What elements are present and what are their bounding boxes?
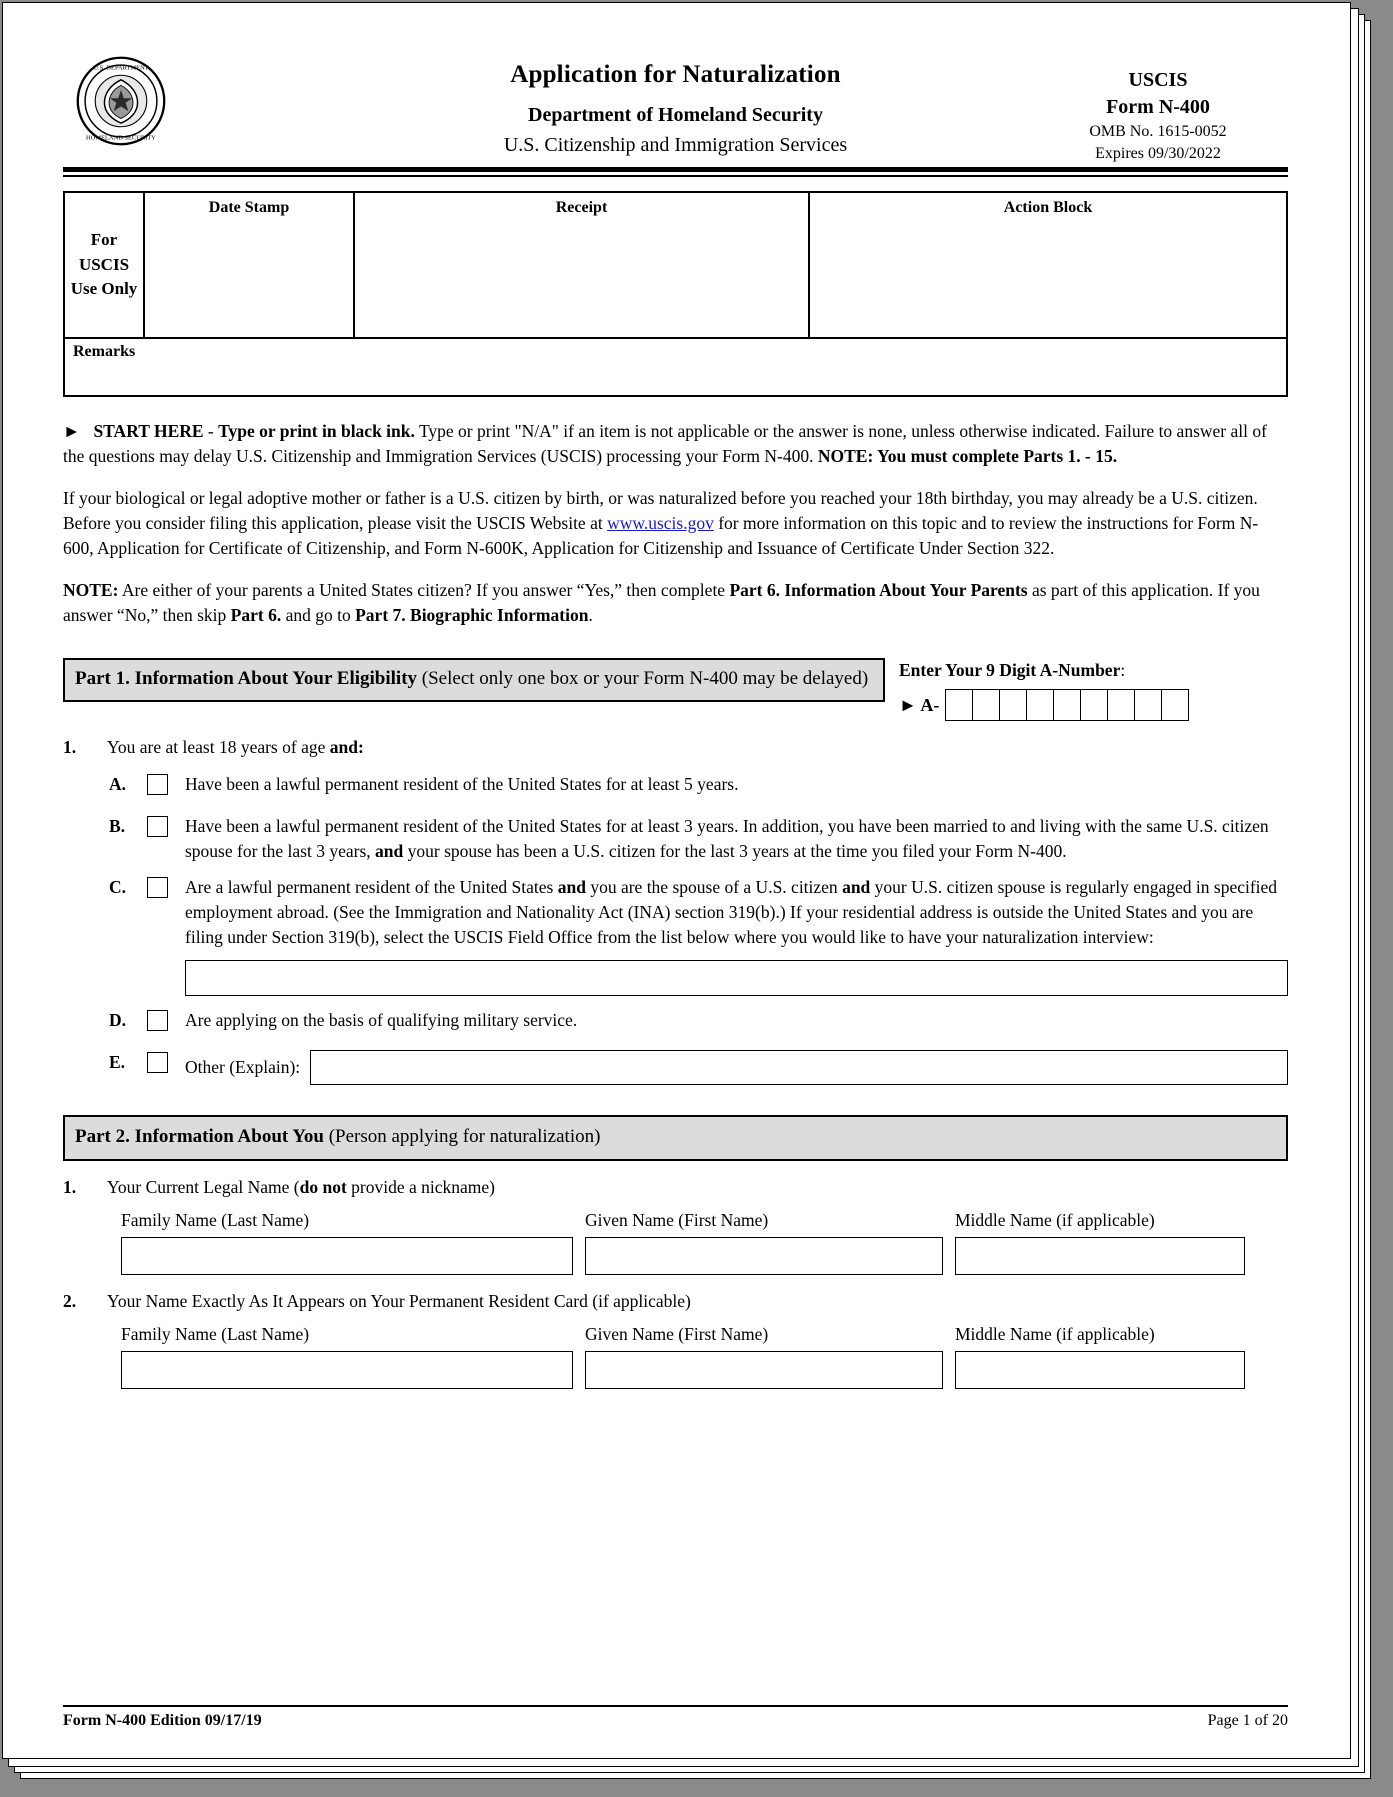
header-divider bbox=[63, 167, 1288, 177]
citizenship-info-text-a: If your biological or legal adoptive mother or father is a U.S. citizen by birth, or was naturalized before you reached your 18th birthday, you may already be a U.S. citizen. Before you consider filing this application, please visit the USCIS Website at bbox=[63, 488, 1258, 534]
part1-option-e bbox=[63, 1050, 1288, 1085]
a-number-colon: : bbox=[1120, 660, 1126, 681]
part1-option-e-row bbox=[185, 1050, 1288, 1085]
part1-option-b-text bbox=[185, 814, 1288, 864]
part1-option-a-text: Have been a lawful permanent resident of the United States for at least 5 years. bbox=[185, 773, 739, 794]
part1-option-c-text-3: your U.S. citizen spouse is regularly engaged in specified employment abroad. (See the Immigration and Nationality Act (INA) section 319(b).) If your residential address is outside the United States and you are filing under Section 319(b), select the USCIS Field Office from the list below where you would like to have your naturalization interview: bbox=[185, 877, 1278, 948]
footer-divider bbox=[63, 1705, 1288, 1707]
current-middle-name-input[interactable] bbox=[955, 1237, 1245, 1275]
dhs-seal-icon bbox=[75, 55, 167, 147]
prc-family-name-field bbox=[121, 1324, 573, 1389]
action-block-header: Action Block bbox=[1003, 199, 1093, 216]
prc-middle-name-label: Middle Name (if applicable) bbox=[955, 1323, 1155, 1344]
a-number-digit-7[interactable] bbox=[1108, 690, 1135, 720]
uscis-use-only-table bbox=[63, 191, 1288, 339]
part1-option-e-text: Other (Explain): bbox=[185, 1056, 301, 1077]
form-edition: Form N-400 Edition 09/17/19 bbox=[63, 1712, 262, 1729]
a-number-digit-5[interactable] bbox=[1054, 690, 1081, 720]
a-number-label-line bbox=[899, 660, 1288, 681]
part1-option-b bbox=[63, 814, 1288, 864]
part2-q1-bold: do not bbox=[299, 1176, 347, 1197]
parents-note-paragraph bbox=[63, 578, 1288, 628]
prc-given-name-field bbox=[585, 1324, 943, 1389]
a-number-label: Enter Your 9 Digit A-Number bbox=[899, 660, 1121, 681]
part1-heading bbox=[63, 658, 885, 702]
part1-option-d-letter: D. bbox=[109, 1010, 127, 1031]
part1-option-d-checkbox-wrap[interactable] bbox=[147, 1008, 185, 1038]
part1-option-d-text: Are applying on the basis of qualifying military service. bbox=[185, 1010, 578, 1031]
svg-text:HOMELAND SECURITY: HOMELAND SECURITY bbox=[86, 134, 156, 142]
form-page bbox=[2, 2, 1351, 1759]
prc-given-name-input[interactable] bbox=[585, 1351, 943, 1389]
current-family-name-field bbox=[121, 1210, 573, 1275]
part1-q1-number: 1. bbox=[63, 737, 77, 758]
parents-note-b: as part of this application. If you answer “No,” then skip bbox=[63, 580, 1260, 626]
current-given-name-input[interactable] bbox=[585, 1237, 943, 1275]
agency-name: U.S. Citizenship and Immigration Services bbox=[503, 134, 848, 156]
uscis-website-link[interactable]: www.uscis.gov bbox=[607, 513, 714, 534]
part1-q1-text-bold: and: bbox=[329, 737, 364, 758]
a-number-digit-2[interactable] bbox=[973, 690, 1000, 720]
start-here-body: Type or print "N/A" if an item is not applicable or the answer is none, unless otherwise indicated. Failure to answer all of the questions may delay U.S. Citizenship and Immigration Services (USCIS) processing your Form N-400. bbox=[63, 421, 1267, 467]
current-given-name-field bbox=[585, 1210, 943, 1275]
part2-q1-text-b: provide a nickname) bbox=[346, 1176, 495, 1197]
part1-option-e-letter: E. bbox=[109, 1051, 126, 1072]
receipt-cell[interactable] bbox=[355, 193, 810, 337]
part1-option-b-checkbox-wrap[interactable] bbox=[147, 814, 185, 864]
note-label-1: NOTE: bbox=[817, 446, 874, 467]
current-middle-name-field bbox=[955, 1210, 1245, 1275]
a-number-digit-4[interactable] bbox=[1027, 690, 1054, 720]
part7-reference: Part 7. Biographic Information bbox=[355, 605, 589, 626]
part2-heading-bold: Part 2. Information About You bbox=[75, 1125, 324, 1147]
part2-heading bbox=[63, 1115, 1288, 1161]
part2-question-1 bbox=[63, 1175, 1288, 1200]
citizenship-info-text-b: for more information on this topic and to review the instructions for Form N-600, Application for Certificate of Citizenship, and Form N-600K, Application for Citizenship and Issuance of Certificate Under Section 322. bbox=[63, 513, 1259, 559]
part2-q1-text bbox=[107, 1175, 1288, 1200]
a-number-digit-6[interactable] bbox=[1081, 690, 1108, 720]
part6-reference-short: Part 6. bbox=[230, 605, 282, 626]
start-dash: - bbox=[203, 421, 219, 441]
action-block-cell[interactable] bbox=[810, 193, 1286, 337]
a-number-digit-1[interactable] bbox=[946, 690, 973, 720]
citizenship-info-paragraph bbox=[63, 486, 1288, 561]
form-header bbox=[63, 33, 1288, 162]
part2-q1-text-a: Your Current Legal Name ( bbox=[107, 1176, 300, 1197]
a-number-digit-9[interactable] bbox=[1162, 690, 1188, 720]
note-label-2: NOTE: bbox=[63, 580, 119, 601]
part1-q1-text-a: You are at least 18 years of age bbox=[107, 737, 330, 758]
a-number-input[interactable] bbox=[945, 689, 1189, 721]
part1-option-a-checkbox[interactable] bbox=[147, 774, 168, 795]
part1-option-e-checkbox[interactable] bbox=[147, 1052, 168, 1073]
prc-given-name-label: Given Name (First Name) bbox=[585, 1323, 769, 1344]
omb-number: OMB No. 1615-0052 bbox=[1089, 123, 1227, 140]
prc-name-group bbox=[63, 1324, 1288, 1389]
prc-middle-name-input[interactable] bbox=[955, 1351, 1245, 1389]
part1-option-c bbox=[63, 875, 1288, 996]
current-middle-name-label: Middle Name (if applicable) bbox=[955, 1209, 1155, 1230]
part1-option-c-letter: C. bbox=[109, 877, 127, 898]
parents-note-a: Are either of your parents a United States citizen? If you answer “Yes,” then complete bbox=[118, 580, 730, 601]
form-number: Form N-400 bbox=[1106, 96, 1210, 118]
a-number-digit-3[interactable] bbox=[1000, 690, 1027, 720]
part1-option-c-text-2: you are the spouse of a U.S. citizen bbox=[585, 877, 843, 898]
part1-option-c-text-1: Are a lawful permanent resident of the United States bbox=[185, 877, 558, 898]
current-legal-name-group bbox=[63, 1210, 1288, 1275]
svg-text:U.S. DEPARTMENT: U.S. DEPARTMENT bbox=[93, 64, 149, 72]
part1-option-e-checkbox-wrap[interactable] bbox=[147, 1050, 185, 1085]
a-number-group bbox=[899, 658, 1288, 721]
other-explain-input[interactable] bbox=[310, 1050, 1288, 1085]
part1-option-c-text bbox=[185, 875, 1288, 996]
part2-header-row bbox=[63, 1115, 1288, 1161]
type-or-print-label: Type or print in black ink. bbox=[218, 421, 415, 441]
page-title: Application for Naturalization bbox=[510, 61, 841, 88]
part2-q1-number: 1. bbox=[63, 1176, 77, 1197]
form-identifier-block bbox=[1028, 67, 1288, 164]
part1-option-a-letter: A. bbox=[109, 773, 127, 794]
current-family-name-label: Family Name (Last Name) bbox=[121, 1209, 310, 1230]
expiration-date: Expires 09/30/2022 bbox=[1095, 144, 1221, 162]
complete-parts-note: You must complete Parts 1. - 15. bbox=[873, 446, 1118, 467]
parents-note-c: and go to bbox=[281, 605, 356, 626]
part1-option-c-bold-1: and bbox=[557, 877, 586, 898]
part2-heading-rest: (Person applying for naturalization) bbox=[323, 1125, 601, 1147]
part1-option-b-text-1: Have been a lawful permanent resident of the United States for at least 3 years. In addition, you have been married to and living with the same U.S. citizen spouse for the last 3 years, bbox=[185, 815, 1269, 861]
start-here-paragraph bbox=[63, 419, 1288, 469]
remarks-label: Remarks bbox=[73, 343, 136, 360]
a-number-prefix: ► A- bbox=[899, 694, 940, 715]
part2-q2-number: 2. bbox=[63, 1290, 77, 1311]
part1-option-c-checkbox[interactable] bbox=[147, 877, 168, 898]
part1-option-a-checkbox-wrap[interactable] bbox=[147, 772, 185, 802]
part1-header-row bbox=[63, 658, 1288, 721]
page-footer bbox=[63, 1705, 1288, 1730]
part1-option-b-bold-1: and bbox=[375, 840, 404, 861]
uscis-use-only-label: For USCIS Use Only bbox=[65, 193, 145, 337]
uscis-label: USCIS bbox=[1128, 69, 1188, 91]
part1-option-c-checkbox-wrap[interactable] bbox=[147, 875, 185, 996]
part1-option-b-text-2: your spouse has been a U.S. citizen for the last 3 years at the time you filed your Form N-400. bbox=[403, 840, 1067, 861]
a-number-digit-8[interactable] bbox=[1135, 690, 1162, 720]
part2-q2-text: Your Name Exactly As It Appears on Your Permanent Resident Card (if applicable) bbox=[107, 1290, 691, 1311]
part6-reference-full: Part 6. Information About Your Parents bbox=[729, 580, 1028, 601]
start-here-label: START HERE bbox=[93, 421, 204, 441]
part2-question-2 bbox=[63, 1289, 1288, 1314]
part1-question-1 bbox=[63, 735, 1288, 760]
receipt-header: Receipt bbox=[555, 199, 608, 216]
part1-option-d-checkbox[interactable] bbox=[147, 1010, 168, 1031]
part1-option-b-letter: B. bbox=[109, 815, 126, 836]
prc-family-name-input[interactable] bbox=[121, 1351, 573, 1389]
part1-option-c-bold-2: and bbox=[842, 877, 871, 898]
parents-note-d: . bbox=[588, 605, 593, 626]
remarks-cell[interactable] bbox=[63, 339, 1288, 397]
date-stamp-cell[interactable] bbox=[145, 193, 355, 337]
start-arrow-icon: ► bbox=[63, 421, 81, 441]
date-stamp-header: Date Stamp bbox=[208, 199, 290, 216]
part1-heading-bold: Part 1. Information About Your Eligibility bbox=[75, 668, 418, 690]
page-number: Page 1 of 20 bbox=[1207, 1712, 1288, 1729]
part1-option-d bbox=[63, 1008, 1288, 1038]
current-family-name-input[interactable] bbox=[121, 1237, 573, 1275]
part1-q1-text bbox=[107, 735, 1288, 760]
department-name: Department of Homeland Security bbox=[528, 104, 823, 126]
part1-option-b-checkbox[interactable] bbox=[147, 816, 168, 837]
uscis-field-office-input[interactable] bbox=[185, 960, 1288, 996]
prc-middle-name-field bbox=[955, 1324, 1245, 1389]
current-given-name-label: Given Name (First Name) bbox=[585, 1209, 769, 1230]
part1-option-a bbox=[63, 772, 1288, 802]
part1-heading-rest: (Select only one box or your Form N-400 may be delayed) bbox=[417, 668, 869, 690]
prc-family-name-label: Family Name (Last Name) bbox=[121, 1323, 310, 1344]
